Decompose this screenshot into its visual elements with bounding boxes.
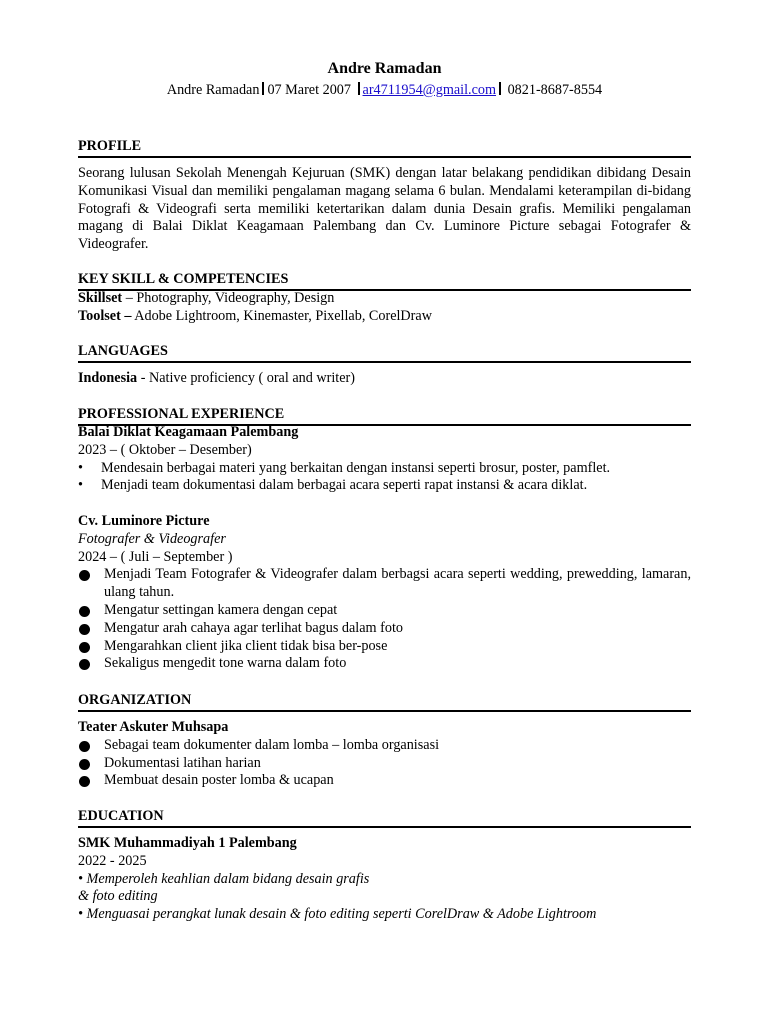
education-line: • Memperoleh keahlian dalam bidang desain grafis bbox=[78, 870, 370, 887]
organization-duties bbox=[78, 737, 691, 790]
language-label: Indonesia bbox=[78, 370, 138, 386]
contact-phone: 0821-8687-8554 bbox=[507, 82, 603, 98]
contact-name: Andre Ramadan bbox=[166, 82, 260, 98]
education-heading: EDUCATION bbox=[78, 808, 691, 828]
job-duties bbox=[78, 460, 691, 496]
education-line: • Menguasai perangkat lunak desain & foto editing seperti CorelDraw & Adobe Lightroom bbox=[78, 906, 597, 923]
profile-text: Seorang lulusan Sekolah Menengah Kejuruan (SMK) dengan latar belakang pendidikan dibidang Desain Komunikasi Visual dan memiliki pengalaman magang selama 6 bulan. Mendalami keterampilan di-bidang Fotografi & Videografi serta memiliki ketertarikan dalam dunia Desain grafis. Memiliki pengalaman magang di Balai Diklat Keagamaan Palembang dan Cv. Luminore Picture sebagai Fotografer & Videografer. bbox=[78, 165, 691, 253]
skillset-line bbox=[78, 290, 691, 308]
list-item: Dokumentasi latihan harian bbox=[78, 755, 691, 773]
bullet-dot bbox=[79, 776, 90, 787]
separator bbox=[262, 82, 264, 95]
resume-name: Andre Ramadan bbox=[327, 60, 442, 77]
job-company: Cv. Luminore Picture bbox=[78, 513, 210, 529]
bullet-dot bbox=[79, 570, 90, 581]
school-period: 2022 - 2025 bbox=[78, 852, 147, 869]
education-block bbox=[78, 835, 691, 924]
list-item: Mengarahkan client jika client tidak bisa ber-pose bbox=[78, 638, 691, 656]
bullet-dot bbox=[79, 659, 90, 670]
list-item: Mengatur arah cahaya agar terlihat bagus dalam foto bbox=[78, 620, 691, 638]
bullet-mark: • bbox=[78, 477, 83, 494]
contact-dob: 07 Maret 2007 bbox=[267, 82, 351, 98]
language-value: - Native proficiency ( oral and writer) bbox=[137, 370, 355, 386]
language-line bbox=[78, 370, 691, 388]
list-item: Menjadi Team Fotografer & Videografer dalam berbagsi acara seperti wedding, prewedding, lamaran, ulang tahun. bbox=[78, 566, 691, 602]
languages-heading: LANGUAGES bbox=[78, 343, 691, 363]
list-item: • Menjadi team dokumentasi dalam berbagai acara seperti rapat instansi & acara diklat. bbox=[78, 477, 588, 494]
skillset-label: Skillset bbox=[78, 290, 123, 306]
experience-heading: PROFESSIONAL EXPERIENCE bbox=[78, 406, 691, 426]
bullet-dot bbox=[79, 759, 90, 770]
list-item: Sekaligus mengedit tone warna dalam foto bbox=[78, 655, 691, 673]
bullet-dot bbox=[79, 741, 90, 752]
organization-block bbox=[78, 719, 691, 790]
job-period: 2023 – ( Oktober – Desember) bbox=[78, 441, 252, 458]
bullet-mark: • bbox=[78, 459, 83, 476]
job-period: 2024 – ( Juli – September ) bbox=[78, 548, 233, 565]
separator bbox=[499, 82, 501, 95]
job-company: Balai Diklat Keagamaan Palembang bbox=[78, 424, 299, 440]
email-link[interactable]: ar4711954@gmail.com bbox=[362, 82, 497, 98]
organization-name: Teater Askuter Muhsapa bbox=[78, 719, 229, 735]
organization-heading: ORGANIZATION bbox=[78, 692, 691, 712]
bullet-dot bbox=[79, 606, 90, 617]
bullet-dot bbox=[79, 624, 90, 635]
contact-line bbox=[78, 82, 691, 99]
job-luminore bbox=[78, 513, 691, 673]
job-role: Fotografer & Videografer bbox=[78, 530, 226, 547]
job-balai bbox=[78, 424, 691, 495]
job-duties bbox=[78, 566, 691, 673]
toolset-label: Toolset – bbox=[78, 307, 132, 324]
separator bbox=[358, 82, 360, 95]
list-item: • Mendesain berbagai materi yang berkaitan dengan instansi seperti brosur, poster, pamflet. bbox=[78, 459, 611, 476]
list-item: Sebagai team dokumenter dalam lomba – lomba organisasi bbox=[78, 737, 691, 755]
skills-block bbox=[78, 290, 691, 326]
profile-heading: PROFILE bbox=[78, 138, 691, 158]
toolset-value: Adobe Lightroom, Kinemaster, Pixellab, CorelDraw bbox=[131, 307, 432, 324]
skills-heading: KEY SKILL & COMPETENCIES bbox=[78, 271, 691, 291]
list-item: Mengatur settingan kamera dengan cepat bbox=[78, 602, 691, 620]
skillset-value: – Photography, Videography, Design bbox=[122, 290, 335, 306]
toolset-line bbox=[78, 308, 691, 326]
bullet-dot bbox=[79, 642, 90, 653]
education-line: & foto editing bbox=[78, 888, 158, 905]
list-item: Membuat desain poster lomba & ucapan bbox=[78, 772, 691, 790]
school-name: SMK Muhammadiyah 1 Palembang bbox=[78, 835, 297, 851]
